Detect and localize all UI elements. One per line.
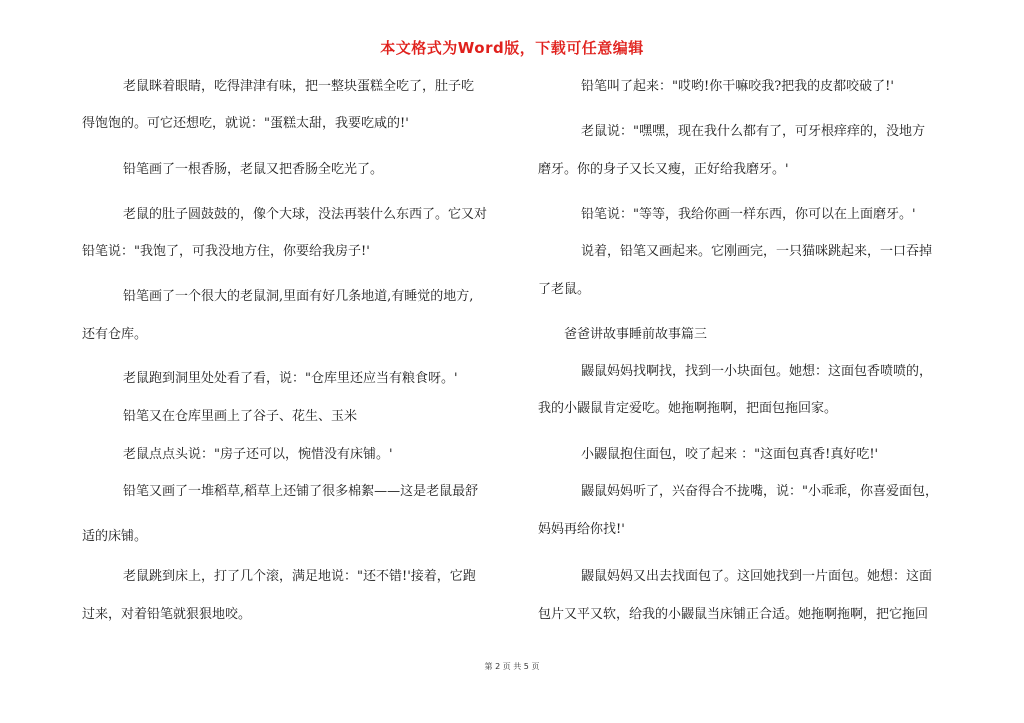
text-line: 过来，对着铅笔就狠狠地咬。 <box>82 607 252 622</box>
text-line: 老鼠跳到床上，打了几个滚，满足地说："还不错!'接着，它跑 <box>123 569 476 584</box>
text-line: 铅笔说："我饱了，可我没地方住，你要给我房子!' <box>82 244 370 259</box>
download-banner: 本文格式为Word版，下载可任意编辑 <box>380 39 644 57</box>
text-line: 铅笔画了一个很大的老鼠洞,里面有好几条地道,有睡觉的地方, <box>123 289 474 304</box>
text-line: 适的床铺。 <box>82 529 148 544</box>
section-heading: 爸爸讲故事睡前故事篇三 <box>564 327 708 342</box>
text-line: 说着，铅笔又画起来。它刚画完，一只猫咪跳起来，一口吞掉 <box>581 244 933 259</box>
text-line: 老鼠眯着眼睛，吃得津津有味，把一整块蛋糕全吃了，肚子吃 <box>123 79 475 94</box>
text-line: 了老鼠。 <box>538 282 591 297</box>
text-line: 铅笔叫了起来："哎哟!你干嘛咬我?把我的皮都咬破了!' <box>581 79 894 94</box>
text-line: 老鼠点点头说："房子还可以，惋惜没有床铺。' <box>123 447 393 462</box>
text-line: 铅笔说："等等，我给你画一样东西，你可以在上面磨牙。' <box>581 207 916 222</box>
text-line: 包片又平又软，给我的小鼹鼠当床铺正合适。她拖啊拖啊，把它拖回 <box>538 607 929 622</box>
text-line: 鼹鼠妈妈听了，兴奋得合不拢嘴，说："小乖乖，你喜爱面包， <box>581 484 938 499</box>
text-line: 磨牙。你的身子又长又瘦，正好给我磨牙。' <box>538 162 789 177</box>
text-line: 老鼠说："嘿嘿，现在我什么都有了，可牙根痒痒的，没地方 <box>581 124 925 139</box>
text-line: 我的小鼹鼠肯定爱吃。她拖啊拖啊，把面包拖回家。 <box>538 401 838 416</box>
text-line: 妈妈再给你找!' <box>538 522 625 537</box>
text-line: 铅笔又在仓库里画上了谷子、花生、玉米 <box>123 409 358 424</box>
page-number: 第 2 页 共 5 页 <box>484 662 540 671</box>
text-line: 还有仓库。 <box>82 327 148 342</box>
text-line: 小鼹鼠抱住面包，咬了起来 ："这面包真香!真好吃!' <box>581 447 879 462</box>
text-line: 得饱饱的。可它还想吃，就说："蛋糕太甜，我要吃咸的!' <box>82 116 409 131</box>
text-line: 鼹鼠妈妈找啊找，找到一小块面包。她想：这面包香喷喷的， <box>581 364 933 379</box>
text-line: 老鼠的肚子圆鼓鼓的，像个大球，没法再装什么东西了。它又对 <box>123 207 488 222</box>
text-line: 铅笔又画了一堆稻草,稻草上还铺了很多棉絮——这是老鼠最舒 <box>123 484 479 499</box>
text-line: 鼹鼠妈妈又出去找面包了。这回她找到一片面包。她想：这面 <box>581 569 933 584</box>
text-line: 老鼠跑到洞里处处看了看，说："仓库里还应当有粮食呀。' <box>123 371 458 386</box>
text-line: 铅笔画了一根香肠，老鼠又把香肠全吃光了。 <box>123 162 384 177</box>
